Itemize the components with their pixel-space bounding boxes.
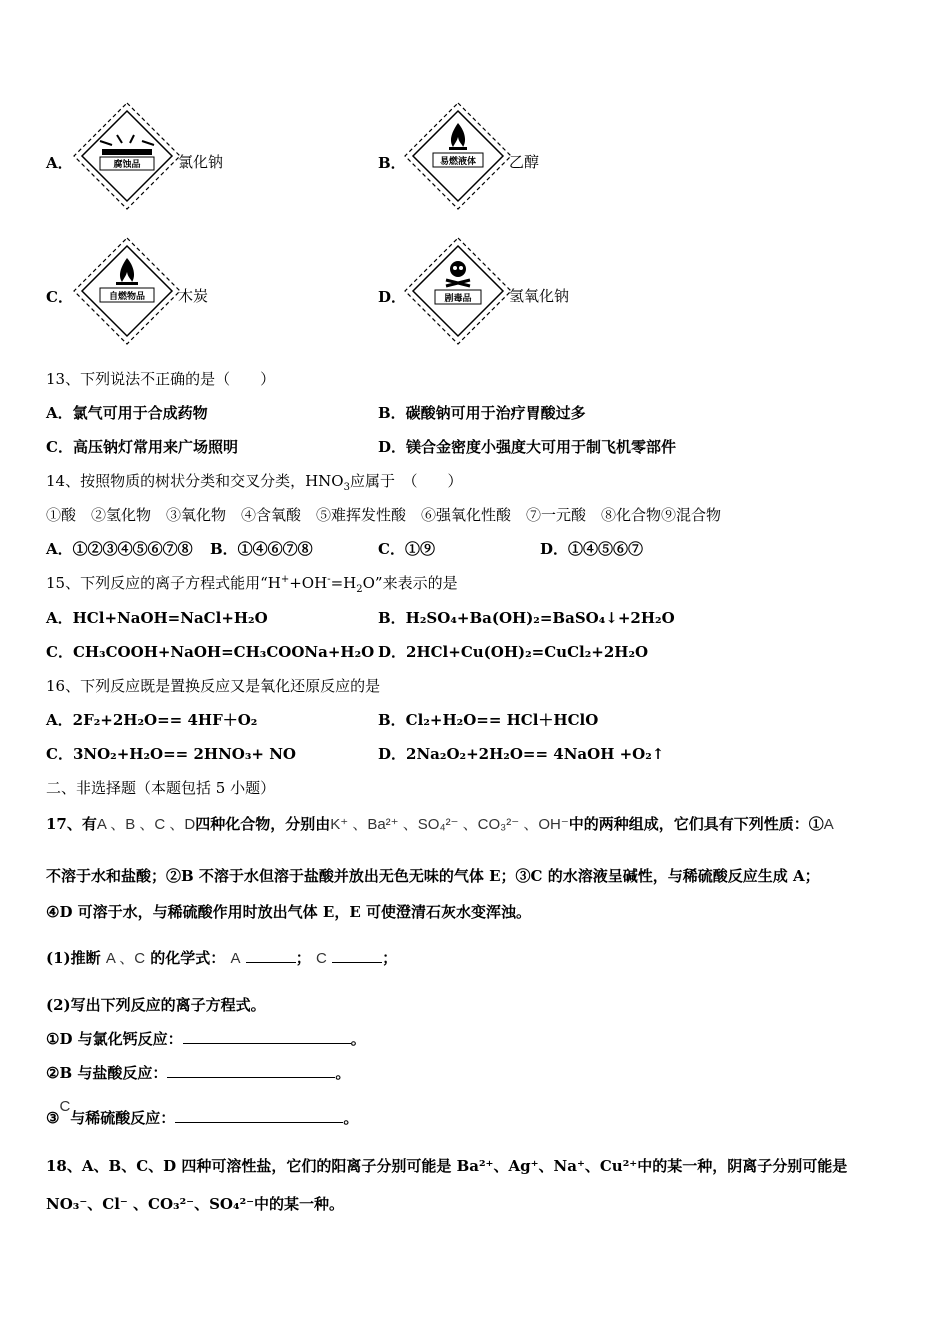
q13-option-c[interactable]: C．高压钠灯常用来广场照明	[46, 438, 238, 456]
q16-option-a[interactable]: A．2F₂+2H₂O== 4HF＋O₂	[46, 711, 258, 729]
q14-option-a[interactable]: A．①②③④⑤⑥⑦⑧	[46, 540, 193, 558]
option-letter: D．	[378, 288, 407, 306]
substance-label: 木炭	[178, 287, 209, 305]
q15-stem-mid: +OH	[289, 574, 328, 592]
q14-items: ①酸 ②氢化物 ③氧化物 ④含氧酸 ⑤难挥发性酸 ⑥强氧化性酸 ⑦一元酸 ⑧化合物⑨混合物	[46, 506, 722, 524]
q17-compounds: A 、B 、C 、D	[96, 816, 196, 833]
corrosive-sign-icon	[72, 101, 182, 211]
sign-label: 剧毒品	[444, 294, 472, 304]
q17-line1-post: 中的两种组成，它们具有下列性质：①	[568, 815, 824, 833]
q15-stem-mid2: =H	[330, 574, 357, 592]
q14-option-b[interactable]: B．①④⑥⑦⑧	[210, 540, 313, 558]
substance-label: 乙醇	[509, 153, 540, 171]
sign-label: 腐蚀品	[113, 160, 141, 170]
q14-stem-pre: 14、按照物质的树状分类和交叉分类，HNO	[46, 472, 344, 490]
q17-line1-pre: 17、有	[46, 815, 97, 833]
q17-line3: ④D 可溶于水，与稀硫酸作用时放出气体 E，E 可使澄清石灰水变浑浊。	[46, 903, 531, 921]
q17-part2-1: ①D 与氯化钙反应：	[46, 1030, 183, 1048]
q18-line1: 18、A、B、C、D 四种可溶性盐，它们的阳离子分别可能是 Ba²⁺、Ag⁺、Na⁺、Cu²⁺中的某一种，阴离子分别可能是	[46, 1157, 848, 1175]
period: 。	[343, 1109, 359, 1127]
q15-stem-pre: 15、下列反应的离子方程式能用“H	[46, 574, 281, 592]
answer-blank-c[interactable]	[332, 948, 382, 963]
toxic-sign-icon	[403, 236, 513, 346]
substance-label: 氢氧化钠	[509, 287, 570, 305]
q14-stem	[46, 471, 462, 491]
q15-option-c[interactable]: C．CH₃COOH+NaOH=CH₃COONa+H₂O	[46, 643, 375, 661]
q17-part2-2: ②B 与盐酸反应：	[46, 1064, 168, 1082]
q18-line2: NO₃⁻、Cl⁻ 、CO₃²⁻、SO₄²⁻中的某一种。	[46, 1195, 345, 1213]
q16-option-d[interactable]: D．2Na₂O₂+2H₂O== 4NaOH +O₂↑	[378, 745, 665, 763]
q14-option-c[interactable]: C．①⑨	[378, 540, 435, 558]
q17-line1	[46, 814, 834, 835]
q16-option-b[interactable]: B．Cl₂+H₂O== HCl＋HClO	[378, 711, 599, 729]
q13-option-b[interactable]: B．碳酸钠可用于治疗胃酸过多	[378, 404, 586, 422]
q13-stem: 13、下列说法不正确的是（ ）	[46, 370, 276, 388]
q17-part1-ac: A 、C	[105, 950, 146, 967]
q15-option-a[interactable]: A．HCl+NaOH=NaCl+H₂O	[46, 609, 268, 627]
q15-stem-post: O”来表示的是	[362, 574, 458, 592]
q17-part2-item3	[46, 1098, 359, 1129]
q15-option-b[interactable]: B．H₂SO₄+Ba(OH)₂=BaSO₄↓+2H₂O	[378, 609, 675, 627]
semicolon: ；	[382, 949, 398, 967]
option-letter: B．	[378, 154, 406, 172]
period: 。	[335, 1064, 351, 1082]
answer-blank-c2[interactable]	[175, 1108, 343, 1123]
sign-label: 易燃液体	[439, 157, 477, 167]
option-letter: C．	[46, 288, 73, 306]
q17-part1-c-label: C	[316, 950, 327, 967]
flammable-liquid-sign-icon	[403, 101, 513, 211]
q17-ions: K⁺ 、Ba²⁺ 、SO₄²⁻ 、CO₃²⁻ 、OH⁻	[330, 816, 569, 833]
q17-line2: 不溶于水和盐酸；②B 不溶于水但溶于盐酸并放出无色无味的气体 E；③C 的水溶液呈碱性，与稀硫酸反应生成 A；	[46, 867, 820, 885]
sign-label: 自燃物品	[108, 292, 146, 302]
q17-part2-item2	[46, 1063, 350, 1083]
period: 。	[350, 1030, 366, 1048]
q13-option-d[interactable]: D．镁合金密度小强度大可用于制飞机零部件	[378, 438, 677, 456]
q17-part2-3-c: C	[59, 1098, 71, 1115]
q13-option-a[interactable]: A．氯气可用于合成药物	[46, 404, 208, 422]
q16-stem: 16、下列反应既是置换反应又是氧化还原反应的是	[46, 677, 381, 695]
substance-label: 氯化钠	[178, 153, 224, 171]
q17-part1-pre: (1)推断	[46, 949, 101, 967]
q17-line1-end: A	[823, 816, 834, 833]
q14-stem-sub: 3	[343, 482, 350, 493]
q17-part1-mid: 的化学式：	[150, 949, 226, 967]
q15-option-d[interactable]: D．2HCl+Cu(OH)₂=CuCl₂+2H₂O	[378, 643, 649, 661]
q17-part1-a-label: A	[230, 950, 241, 967]
q17-part2-3-pre: ③	[46, 1109, 60, 1127]
answer-blank-b[interactable]	[167, 1063, 335, 1078]
semicolon: ；	[295, 949, 311, 967]
section-heading: 二、非选择题（本题包括 5 小题）	[46, 779, 276, 797]
q14-option-d[interactable]: D．①④⑤⑥⑦	[540, 540, 644, 558]
q16-option-c[interactable]: C．3NO₂+H₂O== 2HNO₃+ NO	[46, 745, 296, 763]
option-letter: A．	[46, 154, 73, 172]
q15-stem: 15、下列反应的离子方程式能用“$H^++OH^-=H_2O$”来表示的是	[46, 574, 458, 595]
q14-stem-post: 应属于 （ ）	[349, 472, 463, 490]
q17-part2-item1	[46, 1029, 366, 1049]
q17-part1	[46, 948, 397, 969]
q17-part2: (2)写出下列反应的离子方程式。	[46, 996, 266, 1014]
answer-blank-a[interactable]	[246, 948, 296, 963]
answer-blank-d[interactable]	[183, 1029, 351, 1044]
spontaneous-combustion-sign-icon	[72, 236, 182, 346]
q17-part2-3-post: 与稀硫酸反应：	[70, 1109, 176, 1127]
q17-line1-mid: 四种化合物，分别由	[195, 815, 331, 833]
